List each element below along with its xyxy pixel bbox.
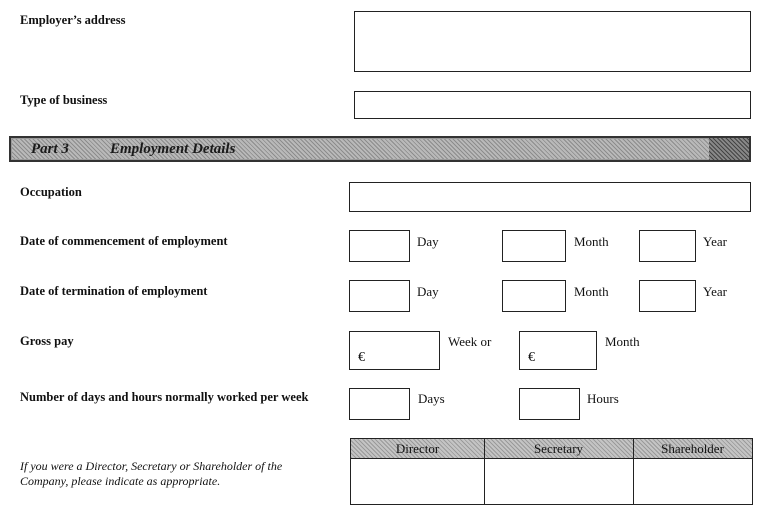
gross-pay-month-label: Month xyxy=(605,334,640,349)
commencement-month-label: Month xyxy=(574,234,609,249)
termination-month-field[interactable] xyxy=(502,280,566,312)
termination-day-field[interactable] xyxy=(349,280,410,312)
gross-pay-week-field[interactable] xyxy=(349,331,440,370)
roles-note: If you were a Director, Secretary or Shareholder of the Company, please indicate as appropriate. xyxy=(20,459,283,488)
secretary-cell[interactable] xyxy=(485,459,633,504)
days-label: Days xyxy=(418,391,445,406)
roles-grid xyxy=(350,438,753,505)
commencement-year-label: Year xyxy=(703,234,727,249)
director-header: Director xyxy=(351,439,484,459)
days-hours-label: Number of days and hours normally worked per week xyxy=(20,390,309,404)
termination-year-field[interactable] xyxy=(639,280,696,312)
termination-year-label: Year xyxy=(703,284,727,299)
termination-label: Date of termination of employment xyxy=(20,284,208,298)
secretary-header: Secretary xyxy=(484,439,633,459)
part3-title: Employment Details xyxy=(110,141,236,157)
commencement-label: Date of commencement of employment xyxy=(20,234,228,248)
occupation-field[interactable] xyxy=(349,182,751,212)
termination-month-label: Month xyxy=(574,284,609,299)
commencement-day-label: Day xyxy=(417,234,439,249)
hours-label: Hours xyxy=(587,391,619,406)
type-of-business-label: Type of business xyxy=(20,93,108,107)
shareholder-cell[interactable] xyxy=(634,459,752,504)
termination-day-label: Day xyxy=(417,284,439,299)
type-of-business-field[interactable] xyxy=(354,91,751,119)
days-field[interactable] xyxy=(349,388,410,420)
gross-pay-week-label: Week or xyxy=(448,334,492,349)
commencement-day-field[interactable] xyxy=(349,230,410,262)
employer-address-field[interactable] xyxy=(354,11,751,72)
hours-field[interactable] xyxy=(519,388,580,420)
director-cell[interactable] xyxy=(351,459,484,504)
commencement-year-field[interactable] xyxy=(639,230,696,262)
commencement-month-field[interactable] xyxy=(502,230,566,262)
employer-address-label: Employer’s address xyxy=(20,13,126,27)
header-shade xyxy=(709,138,749,160)
occupation-label: Occupation xyxy=(20,185,82,199)
euro-symbol: € xyxy=(528,350,535,365)
euro-symbol: € xyxy=(358,350,365,365)
gross-pay-month-field[interactable] xyxy=(519,331,597,370)
part3-number: Part 3 xyxy=(31,141,69,157)
shareholder-header: Shareholder xyxy=(633,439,752,459)
gross-pay-label: Gross pay xyxy=(20,334,74,348)
